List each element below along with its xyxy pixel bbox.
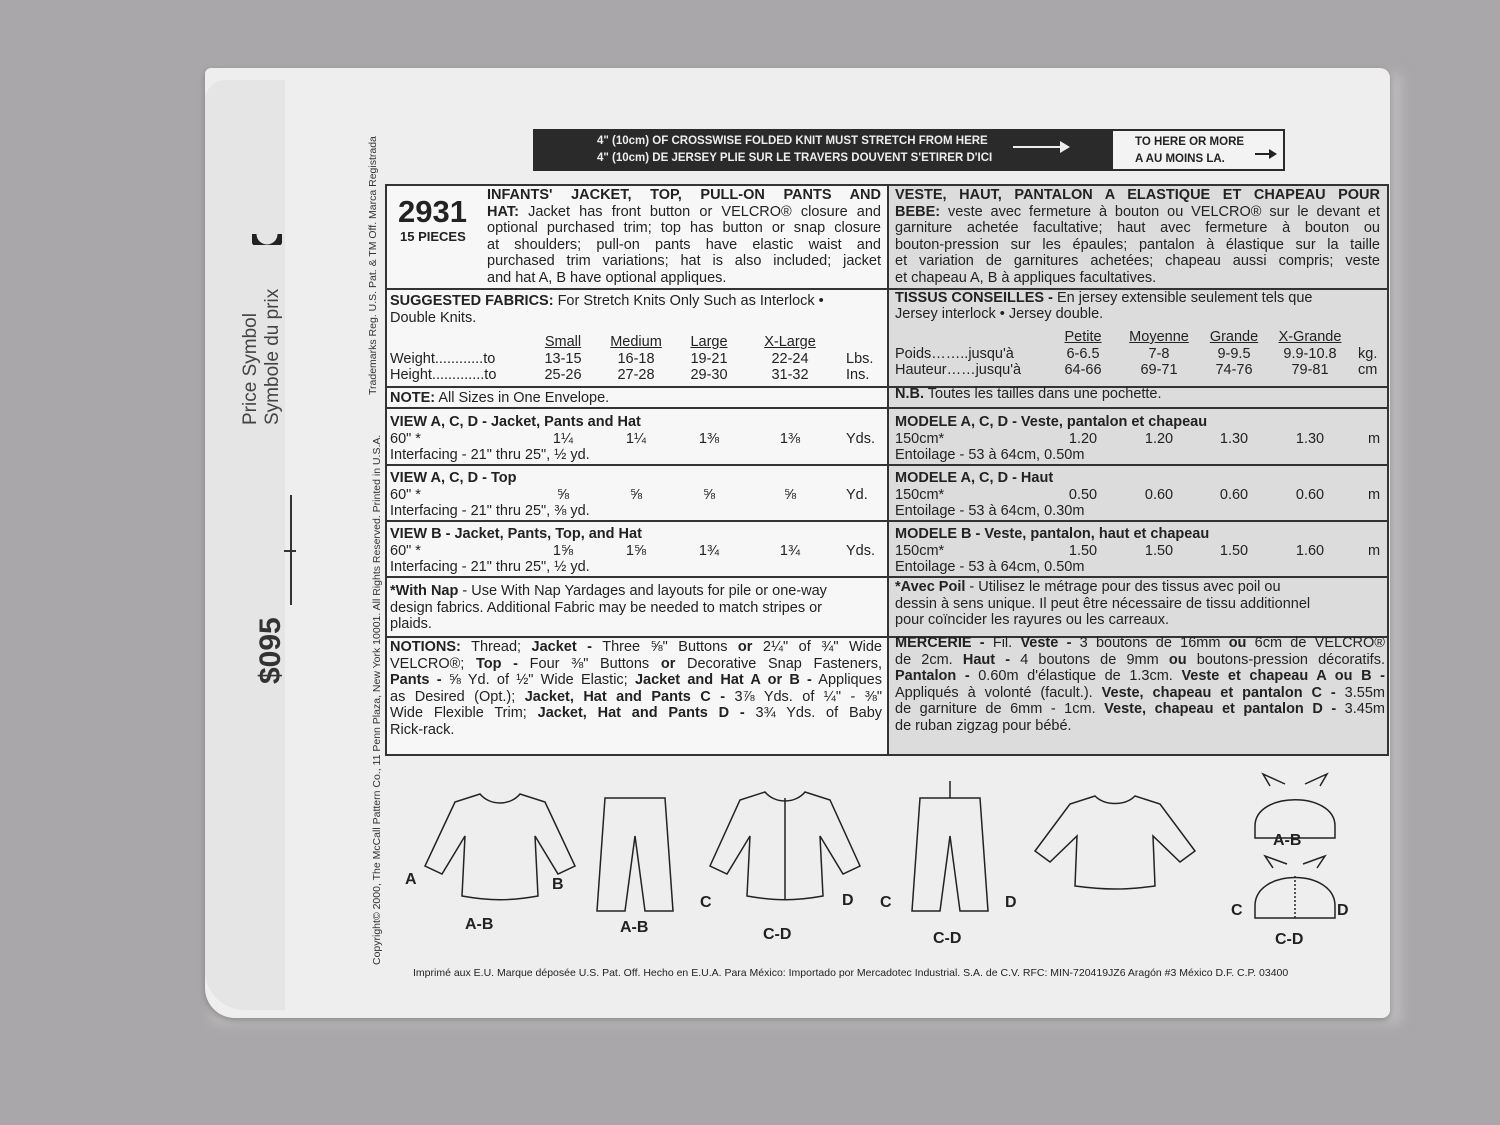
notions-segment: 3.45m — [1336, 701, 1385, 717]
notions-segment: Rick-rack. — [390, 721, 455, 738]
hat-ab-sketch — [1255, 774, 1335, 838]
yardage-unit: Yd. — [846, 486, 868, 503]
nap-text: pour coïncider les rayures ou les carreaux. — [895, 612, 1170, 628]
size-value: 13-15 — [544, 350, 582, 367]
description-line — [487, 253, 881, 270]
price-symbol-label — [240, 289, 284, 425]
description-text: at shoulders; pull-on pants have elastic waist and — [487, 236, 881, 253]
pants-ab-caption: A-B — [620, 919, 649, 936]
notions-line — [895, 652, 1385, 669]
row-divider — [385, 520, 1389, 522]
description-line — [895, 204, 1380, 221]
notions-segment: Veste, chapeau et pantalon C - — [1101, 684, 1336, 701]
stretch-gauge-line-en: 4" (10cm) OF CROSSWISE FOLDED KNIT MUST STRETCH FROM HERE — [597, 135, 988, 147]
notions-segment: Jacket - — [531, 639, 592, 655]
garment-illustrations — [385, 756, 1389, 966]
notions-segment: or — [737, 639, 753, 655]
description-line — [487, 270, 881, 287]
size-value: 19-21 — [690, 350, 728, 367]
yardage-value: 1¼ — [625, 430, 647, 447]
jacket-cd-left: C — [700, 894, 712, 911]
notions-segment: Appliqués à volonté (facult.). — [895, 684, 1102, 701]
yardage-interfacing: Interfacing - 21" thru 25", ⅜ yd. — [390, 503, 590, 519]
yardage-value: 1⅝ — [552, 542, 574, 559]
row-divider — [385, 386, 1389, 388]
yardage-interfacing: Entoilage - 53 à 64cm, 0.50m — [895, 447, 1085, 463]
yardage-interfacing: Interfacing - 21" thru 25", ½ yd. — [390, 559, 590, 575]
description-text: Jacket has front button or VELCRO® closure and — [518, 203, 881, 220]
notions-segment: Three ⅝" Buttons — [592, 639, 738, 655]
notions-line — [390, 639, 882, 656]
notions-segment: 4 boutons de 9mm — [1010, 651, 1169, 668]
size-row-label: Height.............to — [390, 367, 497, 383]
price-label-fr: Symbole du prix — [262, 288, 283, 425]
notions-segment: 3⅞ Yds. of ¼" - ⅜" — [725, 688, 883, 705]
description-line — [487, 187, 881, 204]
size-value: 74-76 — [1215, 362, 1253, 378]
notions-segment: Fil. — [984, 635, 1021, 651]
stretch-gauge-end-en: TO HERE OR MORE — [1135, 136, 1245, 148]
yardage-value: ⅝ — [629, 486, 643, 503]
stretch-gauge-end — [1111, 129, 1285, 171]
yardage-title: VIEW A, C, D - Jacket, Pants and Hat — [390, 414, 641, 430]
nap-label: *With Nap — [390, 583, 459, 599]
note-fr — [895, 386, 1162, 403]
nap-text: - Utilisez le métrage pour des tissus avec poil ou — [965, 579, 1281, 595]
size-value: 9-9.5 — [1217, 345, 1251, 362]
size-row-label: Weight............to — [390, 350, 496, 367]
note-en-text: All Sizes in One Envelope. — [435, 390, 610, 406]
nap-line — [390, 616, 432, 633]
description-bold: BEBE: — [895, 203, 941, 220]
notions-segment: 6cm de VELCRO® — [1246, 635, 1385, 651]
hat-cd-caption: C-D — [1275, 931, 1304, 948]
yardage-title: VIEW B - Jacket, Pants, Top, and Hat — [390, 526, 642, 542]
yardage-value: 1.20 — [1144, 430, 1174, 447]
nap-text: design fabrics. Additional Fabric may be needed to match stripes or — [390, 599, 823, 616]
hat-cd-left: C — [1231, 902, 1243, 919]
yardage-width: 60" * — [390, 430, 421, 447]
yardage-value: 1.30 — [1295, 430, 1325, 447]
notions-line — [895, 685, 1385, 702]
notions-segment: 0.60m d'élastique de 1.3cm. — [969, 668, 1182, 684]
description-line — [487, 220, 881, 237]
yardage-value: 1.50 — [1068, 542, 1098, 559]
notions-line — [390, 705, 882, 722]
side-copyright-text: Copyright© 2000, The McCall Pattern Co., 11 Penn Plaza, New York 10001. All Rights Reserved. Printed in U.S.A. — [371, 434, 383, 965]
notions-segment: Jacket, Hat and Pants C - — [524, 688, 726, 705]
description-line — [895, 270, 1380, 287]
jacket-ab-left: A — [405, 871, 417, 888]
yardage-value: 1⅝ — [625, 542, 647, 559]
notions-segment: Veste et chapeau A ou B - — [1181, 668, 1385, 684]
size-header: Grande — [1209, 329, 1259, 345]
yardage-value: 1.50 — [1144, 542, 1174, 559]
yardage-value: 0.60 — [1295, 486, 1325, 503]
size-header: X-Grande — [1278, 329, 1342, 345]
yardage-value: 1.30 — [1219, 430, 1249, 447]
side-trademark-text: Trademarks Reg. U.S. Pat. & TM Off. Marca Registrada — [367, 136, 379, 395]
jacket-cd-right: D — [842, 892, 854, 909]
size-value: 29-30 — [690, 367, 728, 383]
yardage-value: ⅝ — [783, 486, 797, 503]
notions-segment: Pants - — [390, 672, 442, 688]
nap-text: - Use With Nap Yardages and layouts for pile or one-way — [458, 583, 827, 599]
yardage-value: 0.60 — [1144, 486, 1174, 503]
size-value: 31-32 — [771, 367, 809, 383]
notions-segment: 3¾ Yds. of Baby — [744, 705, 883, 721]
nap-line — [390, 583, 827, 600]
yardage-unit: m — [1368, 542, 1381, 559]
notions-segment: Veste - — [1020, 635, 1072, 651]
fabrics-fr-line2: Jersey interlock • Jersey double. — [895, 306, 1104, 322]
note-en — [390, 390, 609, 407]
yardage-unit: m — [1368, 486, 1381, 503]
notions-segment: ⅝ Yd. of ½" Wide Elastic; — [441, 672, 635, 688]
notions-segment: 3.55m — [1335, 684, 1385, 701]
yardage-value: 1¾ — [698, 542, 720, 559]
yardage-unit: Yds. — [846, 430, 876, 447]
size-header: Large — [690, 334, 728, 350]
yardage-value: 1.20 — [1068, 430, 1098, 447]
size-value: 79-81 — [1291, 362, 1329, 378]
size-value: 69-71 — [1140, 362, 1178, 378]
pants-cd-left: C — [880, 894, 892, 911]
size-header: Moyenne — [1129, 329, 1189, 345]
nap-line — [895, 596, 1310, 613]
notions-segment: Appliques — [811, 672, 882, 688]
description-line — [487, 237, 881, 254]
notions-segment: ou — [1168, 651, 1187, 668]
stretch-gauge-band — [533, 129, 1111, 171]
price-symbol-letter — [252, 205, 282, 245]
description-text: purchased trim variations; hat is also included; jacket — [487, 253, 881, 269]
size-header: Small — [544, 334, 582, 350]
description-line — [487, 204, 881, 221]
notions-line — [390, 722, 882, 739]
notions-segment: Decorative Snap Fasteners, — [675, 655, 882, 672]
yardage-unit: m — [1368, 430, 1381, 447]
size-unit: Lbs. — [846, 350, 874, 367]
fabrics-en-line1 — [390, 293, 824, 310]
yardage-unit: Yds. — [846, 542, 876, 559]
description-text: optional purchased trim; top has button or snap closure — [487, 220, 881, 236]
notions-segment: MERCERIE - — [895, 635, 985, 651]
hat-ab-caption: A-B — [1273, 832, 1302, 849]
notions-segment: de garniture de 6mm - 1cm. — [895, 701, 1105, 717]
size-value: 64-66 — [1064, 362, 1102, 378]
note-fr-text: Toutes les tailles dans une pochette. — [924, 386, 1162, 402]
yardage-interfacing: Entoilage - 53 à 64cm, 0.30m — [895, 503, 1085, 519]
nap-text: dessin à sens unique. Il peut être nécessaire de tissu additionnel — [895, 595, 1311, 612]
description-bold: INFANTS' JACKET, TOP, PULL-ON PANTS AND — [487, 187, 881, 203]
arrow-right-icon — [1013, 146, 1068, 148]
size-value: 6-6.5 — [1066, 345, 1100, 362]
pants-cd-caption: C-D — [933, 930, 962, 947]
pattern-pieces: 15 PIECES — [400, 229, 466, 244]
jacket-cd-caption: C-D — [763, 926, 792, 943]
notions-segment: Thread; — [460, 639, 532, 655]
notions-line — [895, 635, 1385, 652]
yardage-value: 1.60 — [1295, 542, 1325, 559]
yardage-title: MODELE A, C, D - Veste, pantalon et chapeau — [895, 414, 1208, 430]
column-divider — [887, 184, 889, 756]
description-text: and hat A, B have optional appliques. — [487, 269, 727, 286]
size-value: 27-28 — [617, 367, 655, 383]
notions-line — [390, 672, 882, 689]
notions-segment: VELCRO®; — [390, 655, 476, 672]
size-row-label: Hauteur……jusqu'à — [895, 362, 1022, 378]
description-line — [895, 237, 1380, 254]
notions-segment: de ruban zigzag pour bébé. — [895, 717, 1072, 734]
price-value: $095 — [254, 617, 287, 684]
fabrics-en-label: SUGGESTED FABRICS: — [390, 293, 554, 309]
notions-segment: Jacket and Hat A or B - — [634, 672, 812, 688]
yardage-width: 60" * — [390, 542, 421, 559]
yardage-width: 150cm* — [895, 486, 945, 503]
row-divider — [385, 407, 1389, 409]
description-text: garniture achetée facultative; haut avec fermeture à bouton ou — [895, 220, 1380, 236]
yardage-title: MODELE B - Veste, pantalon, haut et chapeau — [895, 526, 1210, 542]
description-bold: HAT: — [487, 203, 519, 220]
description-text: et chapeau A, B à appliques facultatives. — [895, 269, 1157, 286]
price-tick — [284, 550, 296, 552]
notions-segment: ou — [1228, 635, 1247, 651]
yardage-value: 1.50 — [1219, 542, 1249, 559]
notions-segment: Pantalon - — [895, 668, 970, 684]
notions-segment: or — [660, 655, 676, 672]
fabrics-en-line2: Double Knits. — [390, 310, 477, 326]
size-header: Petite — [1064, 329, 1102, 345]
jacket-ab-right: B — [552, 876, 564, 893]
yardage-value: 1⅜ — [779, 430, 801, 447]
pattern-number: 2931 — [398, 194, 467, 229]
description-text: et variation de garnitures achetées; chapeau aussi compris; veste — [895, 253, 1380, 269]
description-text: bouton-pression sur les épaules; pantalon à élastique sur la taille — [895, 236, 1380, 253]
size-row-label: Poids……..jusqu'à — [895, 345, 1014, 362]
note-en-label: NOTE: — [390, 390, 436, 406]
yardage-value: ⅝ — [556, 486, 570, 503]
row-divider — [385, 576, 1389, 578]
notions-segment: 3 boutons de 16mm — [1071, 635, 1229, 651]
size-value: 22-24 — [771, 350, 809, 367]
size-value: 7-8 — [1148, 345, 1170, 362]
notions-line — [895, 701, 1385, 718]
footer-import-text: Imprimé aux E.U. Marque déposée U.S. Pat. Off. Hecho en E.U.A. Para México: Importado por Mercadotec Industrial. S.A. de C.V. RFC: MIN-720419JZ6 Aragón #3 México D.F. C.P. 03400 — [413, 967, 1289, 979]
fabrics-fr-line1 — [895, 290, 1312, 307]
garment-sketches — [385, 756, 1389, 966]
size-header: X-Large — [764, 334, 816, 350]
nap-text: plaids. — [390, 616, 432, 632]
notions-segment: boutons-pression décoratifs. — [1186, 651, 1385, 668]
notions-line — [895, 668, 1385, 685]
yardage-value: 1¼ — [552, 430, 574, 447]
pants-cd-right: D — [1005, 894, 1017, 911]
size-value: 25-26 — [544, 367, 582, 383]
notions-segment: Haut - — [962, 651, 1011, 668]
nap-line — [390, 600, 822, 617]
size-header: Medium — [610, 334, 662, 350]
price-label-en: Price Symbol — [240, 313, 261, 425]
yardage-value: 0.50 — [1068, 486, 1098, 503]
arrow-right-icon — [1255, 153, 1275, 155]
yardage-width: 150cm* — [895, 542, 945, 559]
size-unit: Ins. — [846, 367, 870, 383]
nap-label: *Avec Poil — [895, 579, 966, 595]
yardage-value: 0.60 — [1219, 486, 1249, 503]
notions-segment: NOTIONS: — [390, 639, 461, 655]
notions-line — [390, 656, 882, 673]
yardage-title: VIEW A, C, D - Top — [390, 470, 517, 486]
notions-segment: Top - — [476, 655, 518, 672]
notions-segment: as Desired (Opt.); — [390, 688, 525, 705]
notions-segment: de 2cm. — [895, 651, 963, 668]
size-unit: kg. — [1358, 345, 1378, 362]
nap-line — [895, 612, 1169, 629]
jacket-ab-caption: A-B — [465, 916, 494, 933]
notions-segment: Veste, chapeau et pantalon D - — [1104, 701, 1337, 717]
notions-segment: Wide Flexible Trim; — [390, 705, 538, 721]
nap-line — [895, 579, 1281, 596]
yardage-value: 1¾ — [779, 542, 801, 559]
top-sketch — [1035, 796, 1195, 889]
yardage-value: 1⅜ — [698, 430, 720, 447]
size-value: 9.9-10.8 — [1283, 345, 1337, 362]
fabrics-en-text: For Stretch Knits Only Such as Interlock • — [553, 293, 824, 309]
fabrics-fr-label: TISSUS CONSEILLES - — [895, 290, 1053, 306]
note-fr-label: N.B. — [895, 386, 924, 402]
notions-line — [895, 718, 1385, 735]
yardage-width: 60" * — [390, 486, 421, 503]
yardage-interfacing: Interfacing - 21" thru 25", ½ yd. — [390, 447, 590, 463]
notions-segment: Four ⅜" Buttons — [517, 655, 661, 672]
yardage-title: MODELE A, C, D - Haut — [895, 470, 1054, 486]
hat-cd-right: D — [1337, 902, 1349, 919]
yardage-width: 150cm* — [895, 430, 945, 447]
pants-ab-sketch — [597, 798, 673, 911]
size-unit: cm — [1358, 362, 1378, 378]
row-divider — [385, 464, 1389, 466]
pants-cd-sketch — [912, 798, 988, 911]
description-line — [895, 253, 1380, 270]
description-text: veste avec fermeture à bouton ou VELCRO® sur le devant et — [940, 203, 1380, 220]
notions-line — [390, 689, 882, 706]
description-line — [895, 187, 1380, 204]
stretch-gauge-end-fr: A AU MOINS LA. — [1135, 153, 1225, 165]
description-bold: VESTE, HAUT, PANTALON A ELASTIQUE ET CHAPEAU POUR — [895, 187, 1380, 203]
yardage-interfacing: Entoilage - 53 à 64cm, 0.50m — [895, 559, 1085, 575]
stretch-gauge-line-fr: 4" (10cm) DE JERSEY PLIE SUR LE TRAVERS DOUVENT S'ETIRER D'ICI — [597, 152, 993, 164]
notions-segment: Jacket, Hat and Pants D - — [537, 705, 745, 721]
fabrics-fr-text: En jersey extensible seulement tels que — [1052, 290, 1313, 306]
yardage-value: ⅝ — [702, 486, 716, 503]
size-value: 16-18 — [617, 350, 655, 367]
description-line — [895, 220, 1380, 237]
notions-segment: 2¼" of ¾" Wide — [752, 639, 882, 655]
